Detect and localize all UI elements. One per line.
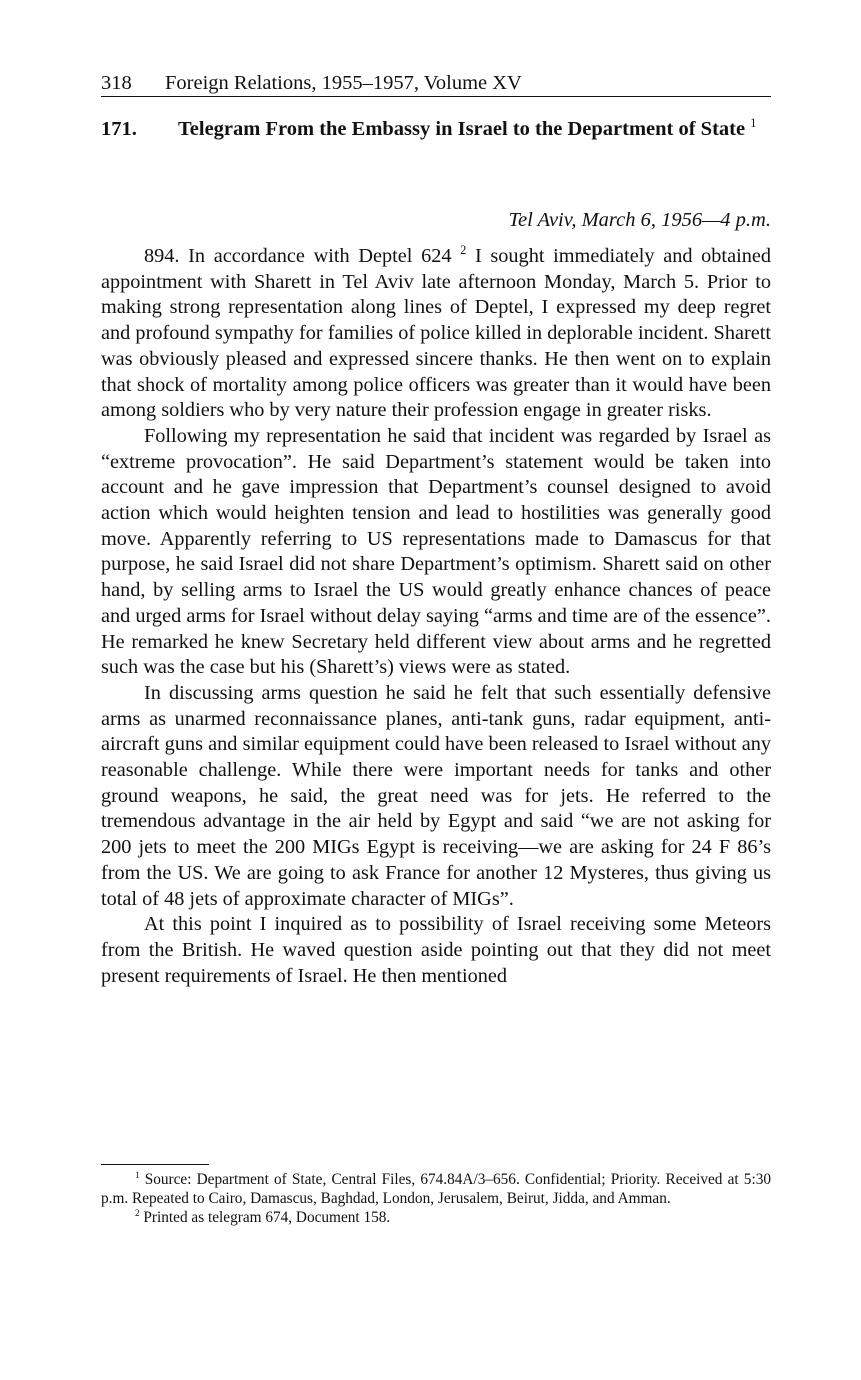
document-number: 171.	[101, 118, 137, 140]
document-heading	[101, 117, 771, 142]
document-body	[101, 244, 771, 989]
footnote-rule	[101, 1164, 209, 1165]
document-title	[178, 117, 771, 142]
footnote-1	[101, 1170, 771, 1208]
footnote-1-marker: 1	[135, 1170, 140, 1181]
footnote-2-marker: 2	[135, 1208, 140, 1219]
paragraph-1	[101, 244, 771, 424]
paragraph-1-rest: I sought immediately and obtained appointment with Sharett in Tel Aviv late afternoon Monday, March 5. Prior to making strong representation along lines of Deptel, I expressed my deep regret and profound sympathy for families of police killed in deplorable incident. Sharett was obviously pleased and expressed sincere thanks. He then went on to explain that shock of mortality among police officers was greater than it would have been among soldiers who by very nature their profession engage in greater risks.	[101, 245, 771, 422]
footnote-ref-2: 2	[460, 243, 467, 258]
document-title-text: Telegram From the Embassy in Israel to the Department of State	[178, 118, 746, 140]
running-head	[101, 70, 771, 97]
footnote-1-text: Source: Department of State, Central Files, 674.84A/3–656. Confidential; Priority. Received at 5:30 p.m. Repeated to Cairo, Damascus, Baghdad, London, Jerusalem, Beirut, Jidda, and Amman.	[101, 1171, 771, 1207]
footnote-2	[101, 1208, 771, 1227]
dateline: Tel Aviv, March 6, 1956—4 p.m.	[508, 209, 771, 231]
page-number: 318	[101, 72, 132, 94]
paragraph-1-lead: 894. In accordance with Deptel 624	[144, 245, 461, 267]
footnotes	[101, 1170, 771, 1227]
footnote-2-text: Printed as telegram 674, Document 158.	[139, 1209, 391, 1226]
footnote-ref-1: 1	[750, 116, 757, 131]
series-title: Foreign Relations, 1955–1957, Volume XV	[165, 72, 522, 94]
paragraph-3: In discussing arms question he said he felt that such essentially defensive arms as unarmed reconnaissance planes, anti-tank guns, radar equipment, anti-aircraft guns and similar equipment could have been released to Israel without any reasonable challenge. While there were important needs for tanks and other ground weapons, he said, the great need was for jets. He referred to the tremendous advantage in the air held by Egypt and said “we are not asking for 200 jets to meet the 200 MIGs Egypt is receiving—we are asking for 24 F 86’s from the US. We are going to ask France for another 12 Mysteres, thus giving us total of 48 jets of approximate character of MIGs”.	[101, 681, 771, 910]
paragraph-2: Following my representation he said that incident was regarded by Israel as “extreme provocation”. He said Department’s statement would be taken into account and he gave impression that Department’s counsel designed to avoid action which would heighten tension and lead to hostilities was generally good move. Apparently referring to US representations made to Damascus for that purpose, he said Israel did not share Department’s optimism. Sharett said on other hand, by selling arms to Israel the US would greatly enhance chances of peace and urged arms for Israel without delay saying “arms and time are of the essence”. He remarked he knew Secretary held different view about arms and he regretted such was the case but his (Sharett’s) views were as stated.	[101, 424, 771, 679]
paragraph-4: At this point I inquired as to possibility of Israel receiving some Meteors from the British. He waved question aside pointing out that they did not meet present requirements of Israel. He then mentioned	[101, 913, 771, 987]
